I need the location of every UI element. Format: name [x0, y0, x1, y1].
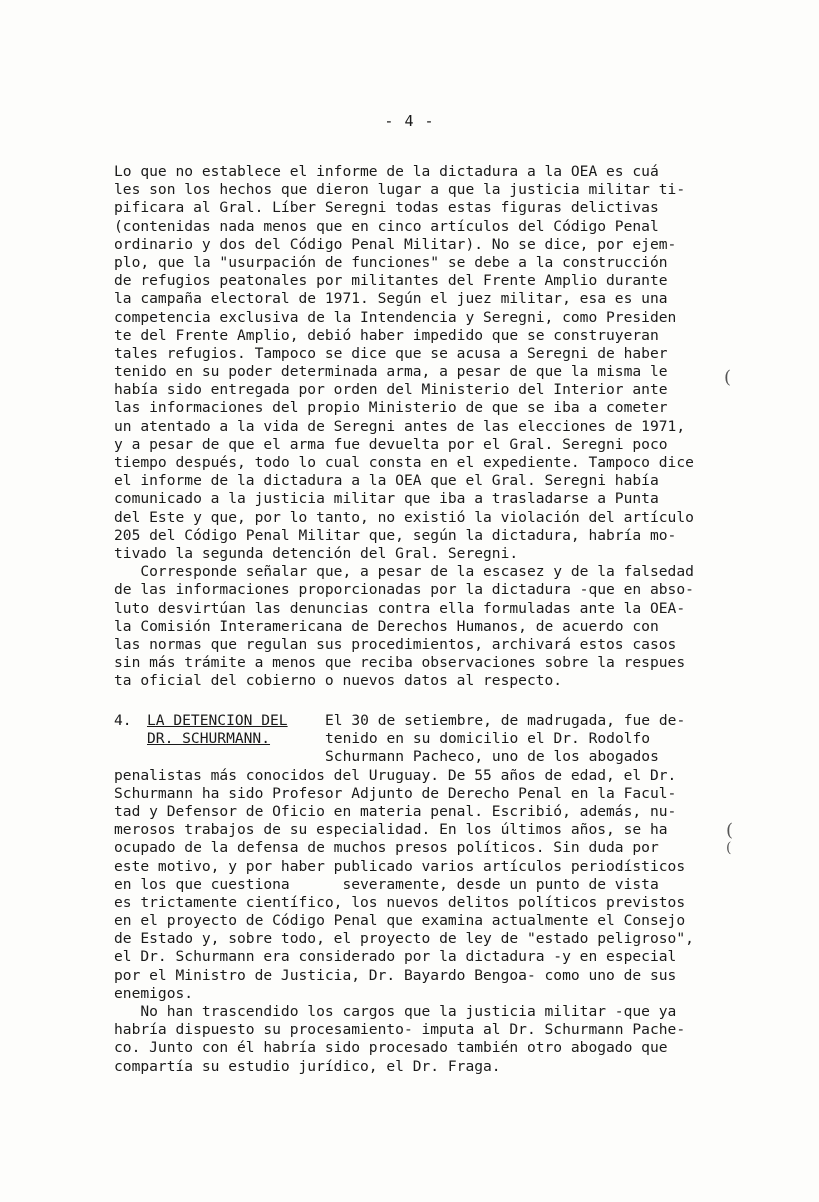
text-line: en el proyecto de Código Penal que examina actualmente el Consejo	[114, 912, 686, 930]
text-line: Corresponde señalar que, a pesar de la escasez y de la falsedad	[114, 563, 694, 581]
text-line: luto desvirtúan las denuncias contra ella formuladas ante la OEA-	[114, 599, 686, 617]
text-line: 205 del Código Penal Militar que, según la dictadura, habría mo-	[114, 526, 677, 544]
text-line: de refugios peatonales por militantes del Frente Amplio durante	[114, 272, 668, 290]
text-line: plo, que la "usurpación de funciones" se debe a la construcción	[114, 253, 668, 271]
text-line: la Comisión Interamericana de Derechos Humanos, de acuerdo con	[114, 617, 659, 635]
text-line: un atentado a la vida de Seregni antes de las elecciones de 1971,	[114, 417, 686, 435]
section-intro	[325, 712, 685, 767]
text-line: este motivo, y por haber publicado varios artículos periodísticos	[114, 857, 686, 875]
text-line: enemigos.	[114, 984, 194, 1002]
text-line: ta oficial del cobierno o nuevos datos al respecto.	[114, 672, 563, 690]
text-line: tivado la segunda detención del Gral. Seregni.	[114, 544, 519, 562]
text-line: pificara al Gral. Líber Seregni todas estas figuras delictivas	[114, 199, 659, 217]
body-text	[114, 163, 754, 690]
text-line: Schurmann ha sido Profesor Adjunto de Derecho Penal en la Facul-	[114, 784, 677, 802]
page-number: - 4 -	[384, 112, 435, 130]
margin-bracket-mark: (	[726, 820, 734, 841]
section-body	[114, 767, 774, 1076]
text-line: habría dispuesto su procesamiento- imputa al Dr. Schurmann Pache-	[114, 1021, 686, 1039]
paragraph-2	[114, 563, 754, 690]
text-line: tales refugios. Tampoco se dice que se acusa a Seregni de haber	[114, 344, 668, 362]
text-line: en los que cuestiona severamente, desde un punto de vista	[114, 875, 659, 893]
text-line: tenido en su domicilio el Dr. Rodolfo	[325, 730, 651, 748]
paragraph-1	[114, 163, 754, 563]
text-line: las informaciones del propio Ministerio de que se iba a cometer	[114, 399, 668, 417]
text-line: te del Frente Amplio, debió haber impedido que se construyeran	[114, 326, 659, 344]
text-line: el informe de la dictadura a la OEA que el Gral. Seregni había	[114, 472, 659, 490]
margin-bracket-mark: (	[726, 840, 732, 856]
text-line: (contenidas nada menos que en cinco artículos del Código Penal	[114, 217, 659, 235]
text-line: Lo que no establece el informe de la dictadura a la OEA es cuá	[114, 163, 659, 180]
text-line: tad y Defensor de Oficio en materia penal. Escribió, además, nu-	[114, 802, 677, 820]
text-line: el Dr. Schurmann era considerado por la dictadura -y en especial	[114, 948, 677, 966]
margin-bracket-mark: (	[724, 367, 732, 388]
text-line: No han trascendido los cargos que la justicia militar -que ya	[114, 1003, 677, 1021]
text-line: merosos trabajos de su especialidad. En los últimos años, se ha	[114, 821, 668, 839]
text-line: comunicado a la justicia militar que iba a trasladarse a Punta	[114, 490, 659, 508]
text-line: competencia exclusiva de la Intendencia y Seregni, como Presiden	[114, 308, 677, 326]
text-line: co. Junto con él habría sido procesado también otro abogado que	[114, 1039, 668, 1057]
text-line: tiempo después, todo lo cual consta en el expediente. Tampoco dice	[114, 454, 694, 471]
text-line: El 30 de setiembre, de madrugada, fue de-	[325, 712, 686, 729]
text-line: ordinario y dos del Código Penal Militar). No se dice, por ejem-	[114, 235, 677, 253]
section-heading: LA DETENCION DEL	[147, 712, 288, 729]
text-line: Schurmann Pacheco, uno de los abogados	[325, 748, 659, 766]
text-line: la campaña electoral de 1971. Según el juez militar, esa es una	[114, 290, 668, 308]
text-line: ocupado de la defensa de muchos presos políticos. Sin duda por	[114, 839, 659, 857]
text-line: había sido entregada por orden del Ministerio del Interior ante	[114, 381, 668, 399]
text-line: de Estado y, sobre todo, el proyecto de ley de "estado peligroso",	[114, 930, 694, 948]
text-line: por el Ministro de Justicia, Dr. Bayardo Bengoa- como uno de sus	[114, 966, 677, 984]
text-line: de las informaciones proporcionadas por la dictadura -que en abso-	[114, 581, 694, 599]
text-line: les son los hechos que dieron lugar a que la justicia militar ti-	[114, 181, 686, 199]
text-line: es trictamente científico, los nuevos delitos políticos previstos	[114, 893, 686, 911]
text-line: penalistas más conocidos del Uruguay. De 55 años de edad, el Dr.	[114, 766, 677, 784]
section-number: 4.	[114, 712, 132, 729]
text-line: sin más trámite a menos que reciba observaciones sobre la respues	[114, 654, 686, 672]
text-line: las normas que regulan sus procedimientos, archivará estos casos	[114, 635, 677, 653]
text-line: tenido en su poder determinada arma, a pesar de que la misma le	[114, 363, 668, 381]
text-line: compartía su estudio jurídico, el Dr. Fraga.	[114, 1057, 501, 1075]
section-heading-line2: DR. SCHURMANN.	[147, 730, 271, 748]
text-line: del Este y que, por lo tanto, no existió la violación del artículo	[114, 508, 694, 526]
text-line: y a pesar de que el arma fue devuelta por el Gral. Seregni poco	[114, 435, 668, 453]
